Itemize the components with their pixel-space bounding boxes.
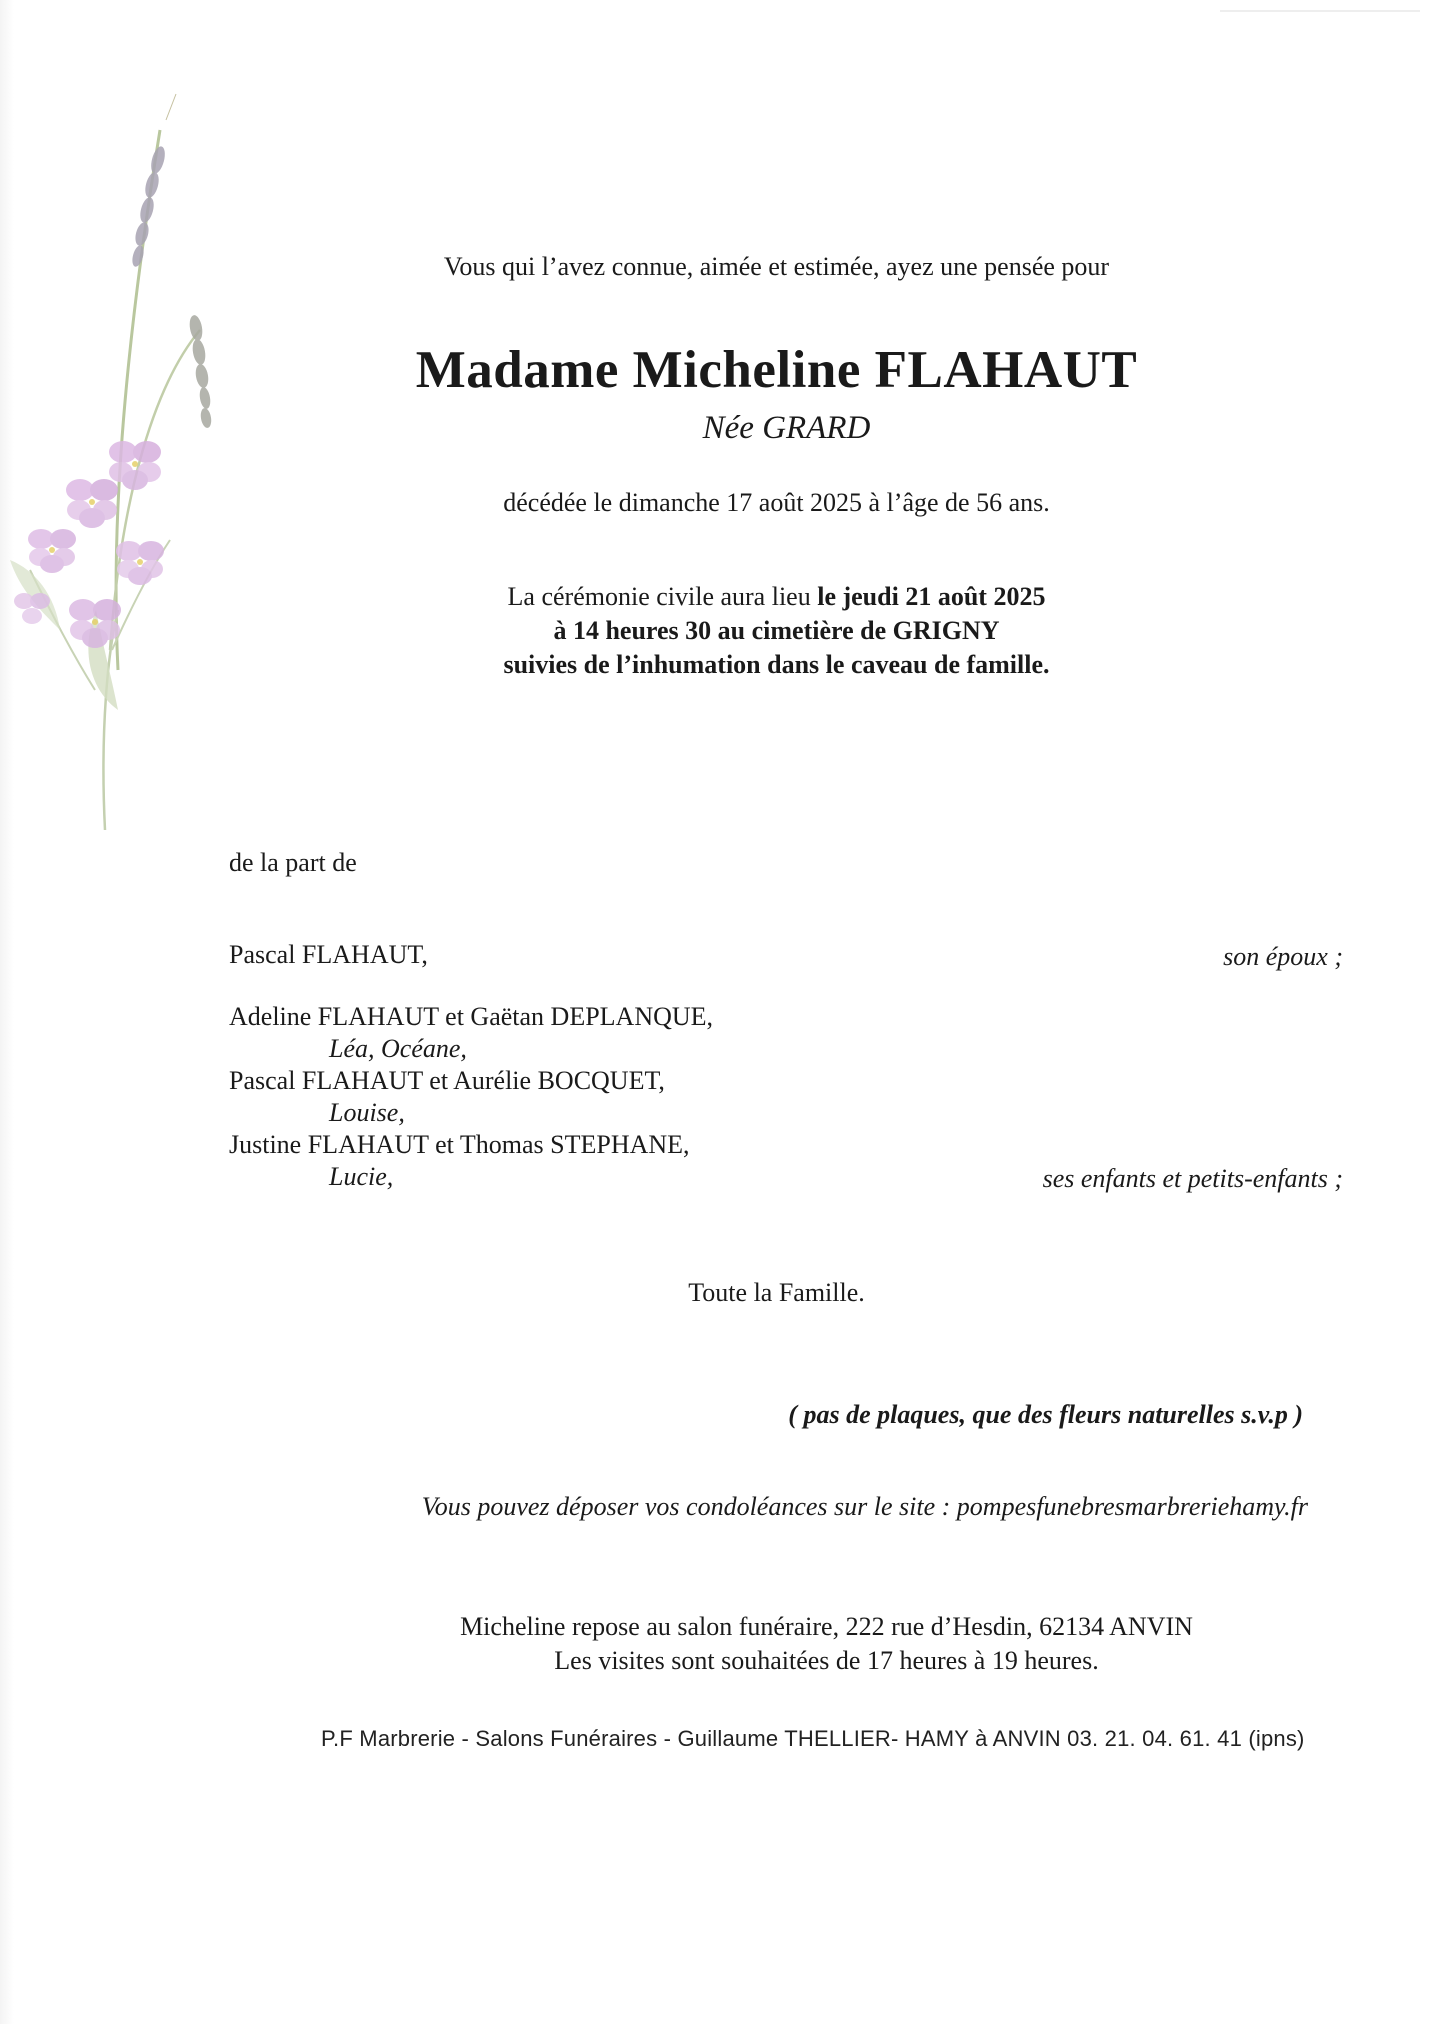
ceremony-line-1: [60, 580, 1433, 614]
maiden-name: Née GRARD: [702, 410, 871, 446]
child-couple-3: Justine FLAHAUT et Thomas STEPHANE,: [229, 1130, 690, 1159]
family-closing: Toute la Famille.: [688, 1278, 865, 1307]
ceremony-line-3: suivies de l’inhumation dans le caveau de famille.: [503, 650, 1050, 679]
deceased-name: Madame Micheline FLAHAUT: [415, 341, 1138, 399]
grandchildren-1: Léa, Océane,: [329, 1034, 467, 1063]
ceremony-line-1-regular: La cérémonie civile aura lieu: [507, 582, 818, 611]
condolences-note: Vous pouvez déposer vos condoléances sur le site : pompesfunebresmarbreriehamy.fr: [421, 1492, 1308, 1521]
spouse-relation: son époux ;: [1223, 942, 1343, 971]
grandchildren-3: Lucie,: [329, 1162, 394, 1191]
repose-line-2: Les visites sont souhaitées de 17 heures à 19 heures.: [554, 1646, 1099, 1675]
grandchildren-2: Louise,: [329, 1098, 405, 1127]
ceremony-date: le jeudi 21 août 2025: [817, 582, 1046, 611]
flowers-note: ( pas de plaques, que des fleurs naturelles s.v.p ): [788, 1400, 1303, 1429]
ceremony-block: [60, 580, 1433, 682]
scan-edge-line: [1220, 10, 1420, 12]
funeral-home-footer: P.F Marbrerie - Salons Funéraires - Guillaume THELLIER- HAMY à ANVIN 03. 21. 04. 61. 41 (ipns): [321, 1726, 1305, 1751]
spouse-name: Pascal FLAHAUT,: [229, 940, 428, 969]
child-couple-2: Pascal FLAHAUT et Aurélie BOCQUET,: [229, 1066, 665, 1095]
intro-line: Vous qui l’avez connue, aimée et estimée, ayez une pensée pour: [443, 252, 1110, 281]
children-relation: ses enfants et petits-enfants ;: [1042, 1164, 1343, 1193]
from-label: de la part de: [229, 848, 357, 877]
floral-decoration-icon: [0, 90, 220, 850]
ceremony-line-2: à 14 heures 30 au cimetière de GRIGNY: [553, 616, 1000, 645]
repose-line-1: Micheline repose au salon funéraire, 222 rue d’Hesdin, 62134 ANVIN: [460, 1612, 1193, 1641]
death-notice: décédée le dimanche 17 août 2025 à l’âge de 56 ans.: [503, 488, 1050, 517]
child-couple-1: Adeline FLAHAUT et Gaëtan DEPLANQUE,: [229, 1002, 714, 1031]
